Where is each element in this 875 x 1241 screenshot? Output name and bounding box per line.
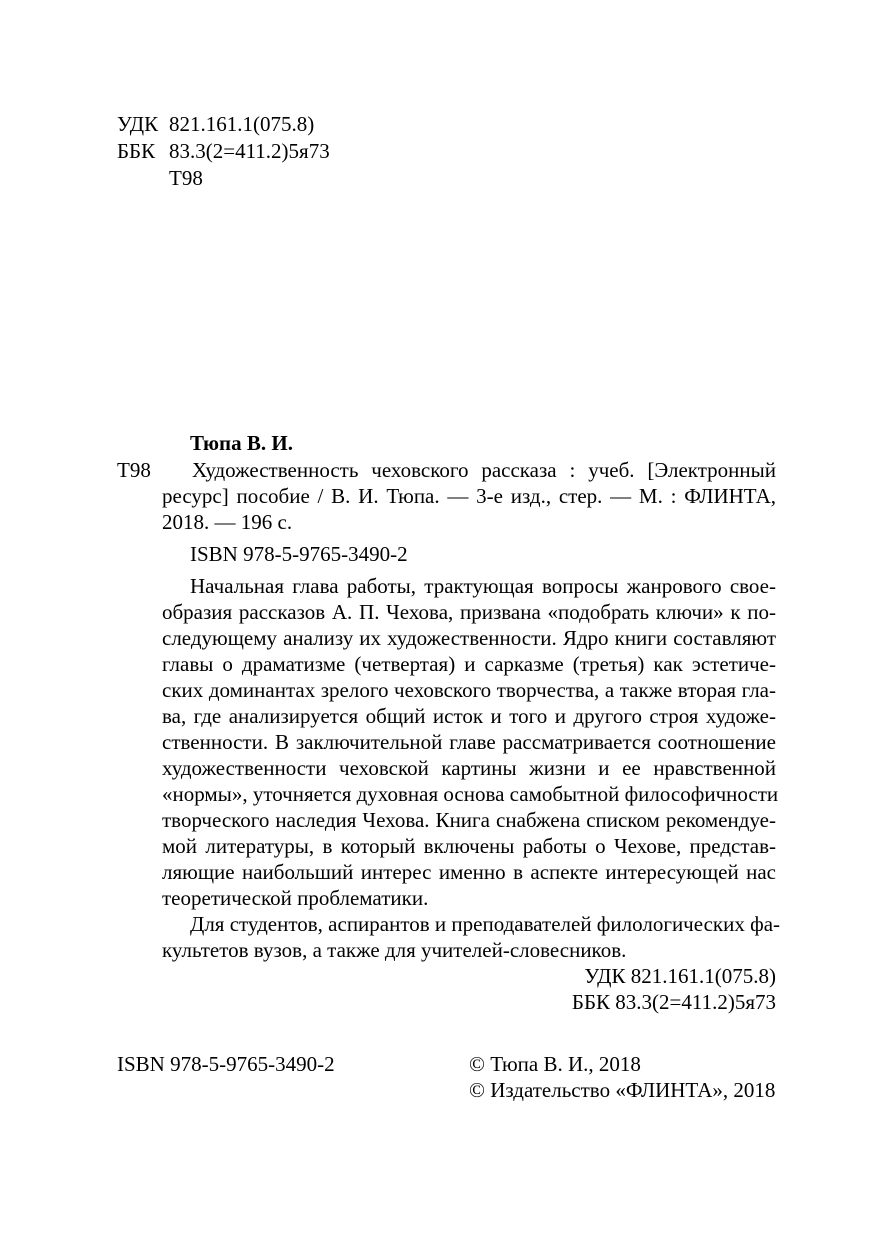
bbk-code: 83.3(2=411.2)5я73 xyxy=(169,139,330,163)
audience-line: культетов вузов, а также для учителей-словесников. xyxy=(162,938,627,962)
author-name: Тюпа В. И. xyxy=(190,431,293,455)
description-line: Художественность чеховского рассказа : учеб. [Электронный xyxy=(192,458,776,482)
author-mark: Т98 xyxy=(169,166,203,190)
copyright-author: © Тюпа В. И., 2018 xyxy=(469,1052,641,1076)
annotation-line: «нормы», уточняется духовная основа самобытной философичности xyxy=(162,782,779,806)
annotation-line: творческого наследия Чехова. Книга снабжена списком рекомендуе- xyxy=(162,808,776,832)
description-line: ресурс] пособие / В. И. Тюпа. — 3-е изд., стер. — М. : ФЛИНТА, xyxy=(162,484,776,508)
annotation-line: теоретической проблематики. xyxy=(162,886,429,910)
annotation-line: образия рассказов А. П. Чехова, призвана «подобрать ключи» к по- xyxy=(162,600,776,624)
copyright-publisher: © Издательство «ФЛИНТА», 2018 xyxy=(469,1078,776,1102)
annotation-line: ва, где анализируется общий исток и того и другого строя художе- xyxy=(162,704,776,728)
annotation-line: мой литературы, в который включены работы о Чехове, представ- xyxy=(162,834,776,858)
annotation-line: следующему анализу их художественности. Ядро книги составляют xyxy=(162,626,776,650)
udk-label: УДК xyxy=(117,112,159,136)
annotation-line: Начальная глава работы, трактующая вопросы жанрового свое- xyxy=(190,574,776,598)
catalog-mark: Т98 xyxy=(117,458,151,482)
bbk-label: ББК xyxy=(117,139,156,163)
annotation-line: главы о драматизме (четвертая) и сарказме (третья) как эстетиче- xyxy=(162,652,776,676)
annotation-line: ственности. В заключительной главе рассматривается соотношение xyxy=(162,730,776,754)
annotation-line: ских доминантах зрелого чеховского творчества, а также вторая гла- xyxy=(162,678,776,702)
card-isbn: ISBN 978-5-9765-3490-2 xyxy=(190,542,408,566)
audience-line: Для студентов, аспирантов и преподавателей филологических фа- xyxy=(190,912,781,936)
footer-isbn: ISBN 978-5-9765-3490-2 xyxy=(117,1052,335,1076)
annotation-line: художественности чеховской картины жизни и ее нравственной xyxy=(162,756,776,780)
annotation-bbk: ББК 83.3(2=411.2)5я73 xyxy=(571,990,776,1014)
annotation-line: ляющие наибольший интерес именно в аспекте интересующей нас xyxy=(162,860,776,884)
annotation-udk: УДК 821.161.1(075.8) xyxy=(584,964,776,988)
description-line: 2018. — 196 с. xyxy=(162,510,293,534)
udk-code: 821.161.1(075.8) xyxy=(169,112,315,136)
